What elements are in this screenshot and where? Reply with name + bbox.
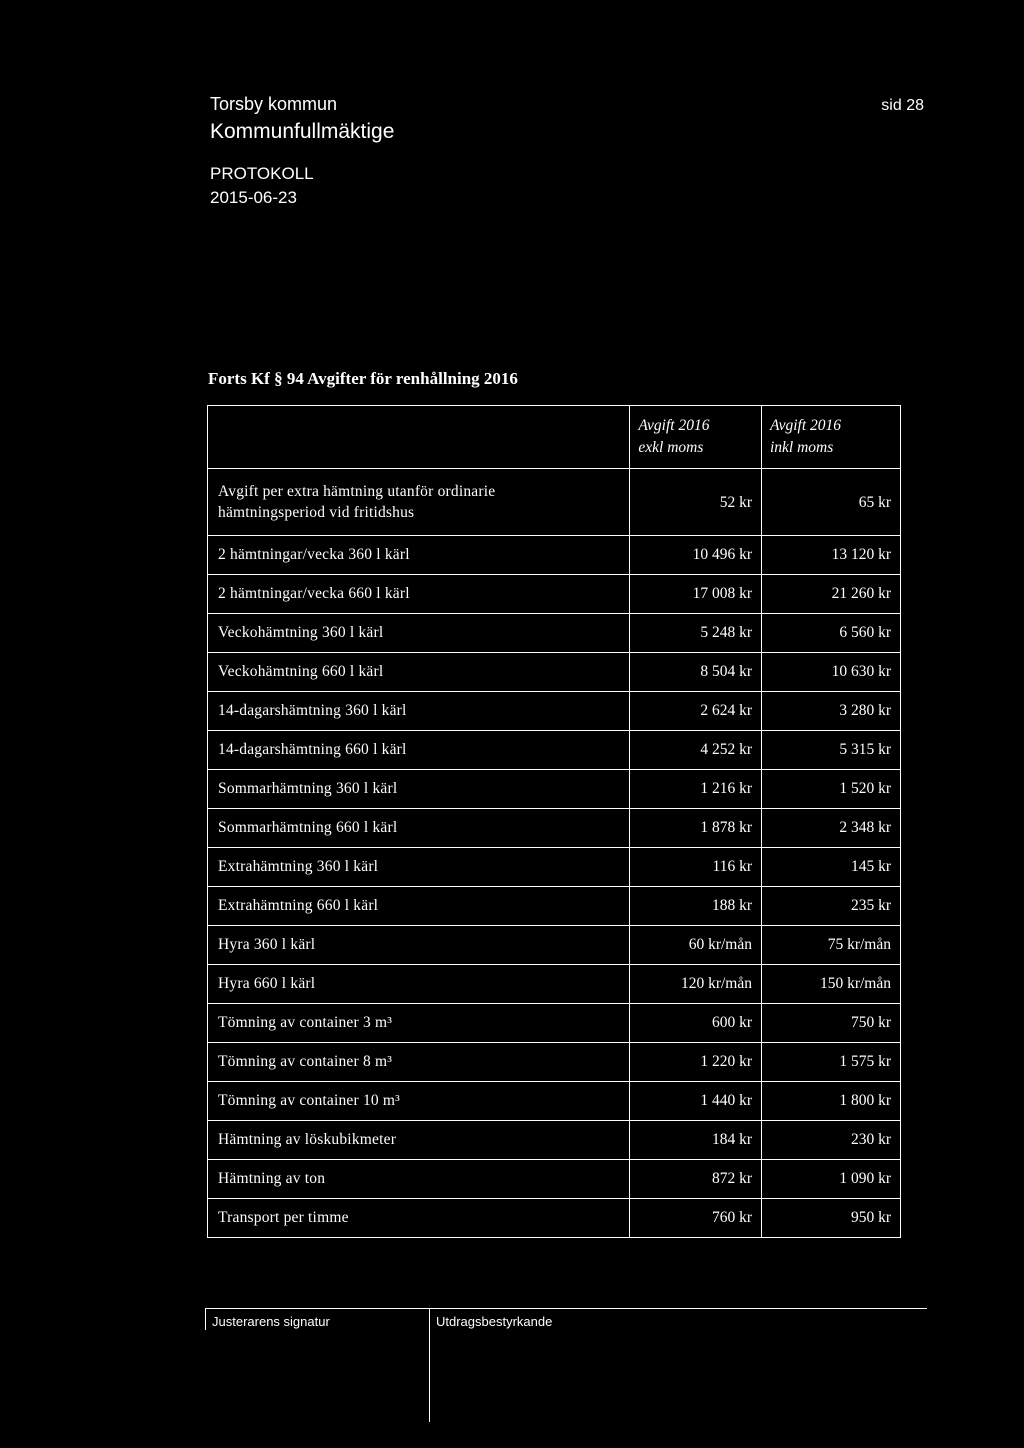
fee-exkl-moms: 52 kr [630, 469, 762, 536]
fee-inkl-moms: 235 kr [762, 887, 901, 926]
fee-exkl-moms: 1 216 kr [630, 770, 762, 809]
fee-exkl-moms: 8 504 kr [630, 653, 762, 692]
fee-inkl-moms: 950 kr [762, 1199, 901, 1238]
footer-rule [205, 1308, 927, 1309]
fee-inkl-moms: 1 090 kr [762, 1160, 901, 1199]
table-row [208, 926, 901, 965]
fee-exkl-moms: 188 kr [630, 887, 762, 926]
fee-exkl-moms: 1 220 kr [630, 1043, 762, 1082]
table-row [208, 536, 901, 575]
fee-label: 2 hämtningar/vecka 360 l kärl [208, 536, 630, 575]
fee-exkl-moms: 1 440 kr [630, 1082, 762, 1121]
fee-label: Tömning av container 10 m³ [208, 1082, 630, 1121]
table-row [208, 809, 901, 848]
fee-exkl-moms: 760 kr [630, 1199, 762, 1238]
fee-exkl-moms: 600 kr [630, 1004, 762, 1043]
header-exkl-line2: exkl moms [638, 439, 704, 456]
fee-label [208, 469, 630, 536]
table-row [208, 887, 901, 926]
fee-label: Veckohämtning 660 l kärl [208, 653, 630, 692]
fee-table [207, 405, 901, 1238]
fee-label: Hämtning av ton [208, 1160, 630, 1199]
table-row [208, 469, 901, 536]
fee-label: Extrahämtning 660 l kärl [208, 887, 630, 926]
section-title [208, 369, 518, 389]
fee-inkl-moms: 13 120 kr [762, 536, 901, 575]
header-inkl-line1: Avgift 2016 [770, 417, 842, 434]
fee-label: Veckohämtning 360 l kärl [208, 614, 630, 653]
fee-exkl-moms: 184 kr [630, 1121, 762, 1160]
section-title-prefix: Forts Kf [208, 369, 275, 388]
fee-exkl-moms: 116 kr [630, 848, 762, 887]
table-row [208, 848, 901, 887]
fee-label: Extrahämtning 360 l kärl [208, 848, 630, 887]
fee-inkl-moms: 1 800 kr [762, 1082, 901, 1121]
fee-inkl-moms: 2 348 kr [762, 809, 901, 848]
table-row [208, 575, 901, 614]
table-row [208, 692, 901, 731]
document-type: PROTOKOLL [210, 164, 314, 183]
fee-inkl-moms: 75 kr/mån [762, 926, 901, 965]
table-row [208, 1160, 901, 1199]
fee-inkl-moms: 145 kr [762, 848, 901, 887]
fee-label: Sommarhämtning 660 l kärl [208, 809, 630, 848]
fee-inkl-moms: 65 kr [762, 469, 901, 536]
header-inkl-line2: inkl moms [770, 439, 834, 456]
fee-exkl-moms: 10 496 kr [630, 536, 762, 575]
table-row [208, 1043, 901, 1082]
header-exkl-line1: Avgift 2016 [638, 417, 710, 434]
fee-label: Hyra 360 l kärl [208, 926, 630, 965]
fee-label: Hyra 660 l kärl [208, 965, 630, 1004]
fee-inkl-moms: 21 260 kr [762, 575, 901, 614]
fee-label-line2: hämtningsperiod vid fritidshus [218, 504, 415, 521]
protocol-date: 2015-06-23 [210, 188, 297, 207]
table-row [208, 731, 901, 770]
fee-inkl-moms: 1 575 kr [762, 1043, 901, 1082]
fee-exkl-moms: 4 252 kr [630, 731, 762, 770]
fee-exkl-moms: 120 kr/mån [630, 965, 762, 1004]
certification-label: Utdragsbestyrkande [436, 1314, 553, 1329]
fee-exkl-moms: 872 kr [630, 1160, 762, 1199]
fee-exkl-moms: 5 248 kr [630, 614, 762, 653]
table-row [208, 653, 901, 692]
header-label-cell [208, 406, 630, 469]
section-title-text: 94 Avgifter för renhållning 2016 [282, 369, 518, 388]
governing-body-name: Kommunfullmäktige [210, 120, 395, 143]
fee-label: 2 hämtningar/vecka 660 l kärl [208, 575, 630, 614]
table-header-row [208, 406, 901, 469]
fee-label: Sommarhämtning 360 l kärl [208, 770, 630, 809]
fee-label: 14-dagarshämtning 660 l kärl [208, 731, 630, 770]
footer-divider [429, 1308, 430, 1422]
footer-left-tick [205, 1308, 206, 1330]
fee-inkl-moms: 5 315 kr [762, 731, 901, 770]
signature-label: Justerarens signatur [212, 1314, 330, 1329]
fee-label-line1: Avgift per extra hämtning utanför ordinarie [218, 483, 496, 500]
header-exkl-moms [630, 406, 762, 469]
organization-name: Torsby kommun [210, 94, 338, 114]
fee-exkl-moms: 1 878 kr [630, 809, 762, 848]
fee-label: Hämtning av löskubikmeter [208, 1121, 630, 1160]
table-row [208, 1004, 901, 1043]
fee-inkl-moms: 3 280 kr [762, 692, 901, 731]
fee-label: Tömning av container 3 m³ [208, 1004, 630, 1043]
fee-inkl-moms: 10 630 kr [762, 653, 901, 692]
fee-inkl-moms: 1 520 kr [762, 770, 901, 809]
header-inkl-moms [762, 406, 901, 469]
table-row [208, 614, 901, 653]
fee-exkl-moms: 60 kr/mån [630, 926, 762, 965]
table-row [208, 1121, 901, 1160]
section-symbol: § [274, 369, 283, 388]
fee-label: 14-dagarshämtning 360 l kärl [208, 692, 630, 731]
table-row [208, 770, 901, 809]
page-number: sid 28 [881, 97, 924, 114]
fee-inkl-moms: 6 560 kr [762, 614, 901, 653]
fee-inkl-moms: 750 kr [762, 1004, 901, 1043]
fee-inkl-moms: 230 kr [762, 1121, 901, 1160]
fee-exkl-moms: 17 008 kr [630, 575, 762, 614]
fee-label: Transport per timme [208, 1199, 630, 1238]
fee-exkl-moms: 2 624 kr [630, 692, 762, 731]
table-row [208, 1199, 901, 1238]
fee-inkl-moms: 150 kr/mån [762, 965, 901, 1004]
table-row [208, 965, 901, 1004]
fee-label: Tömning av container 8 m³ [208, 1043, 630, 1082]
table-row [208, 1082, 901, 1121]
